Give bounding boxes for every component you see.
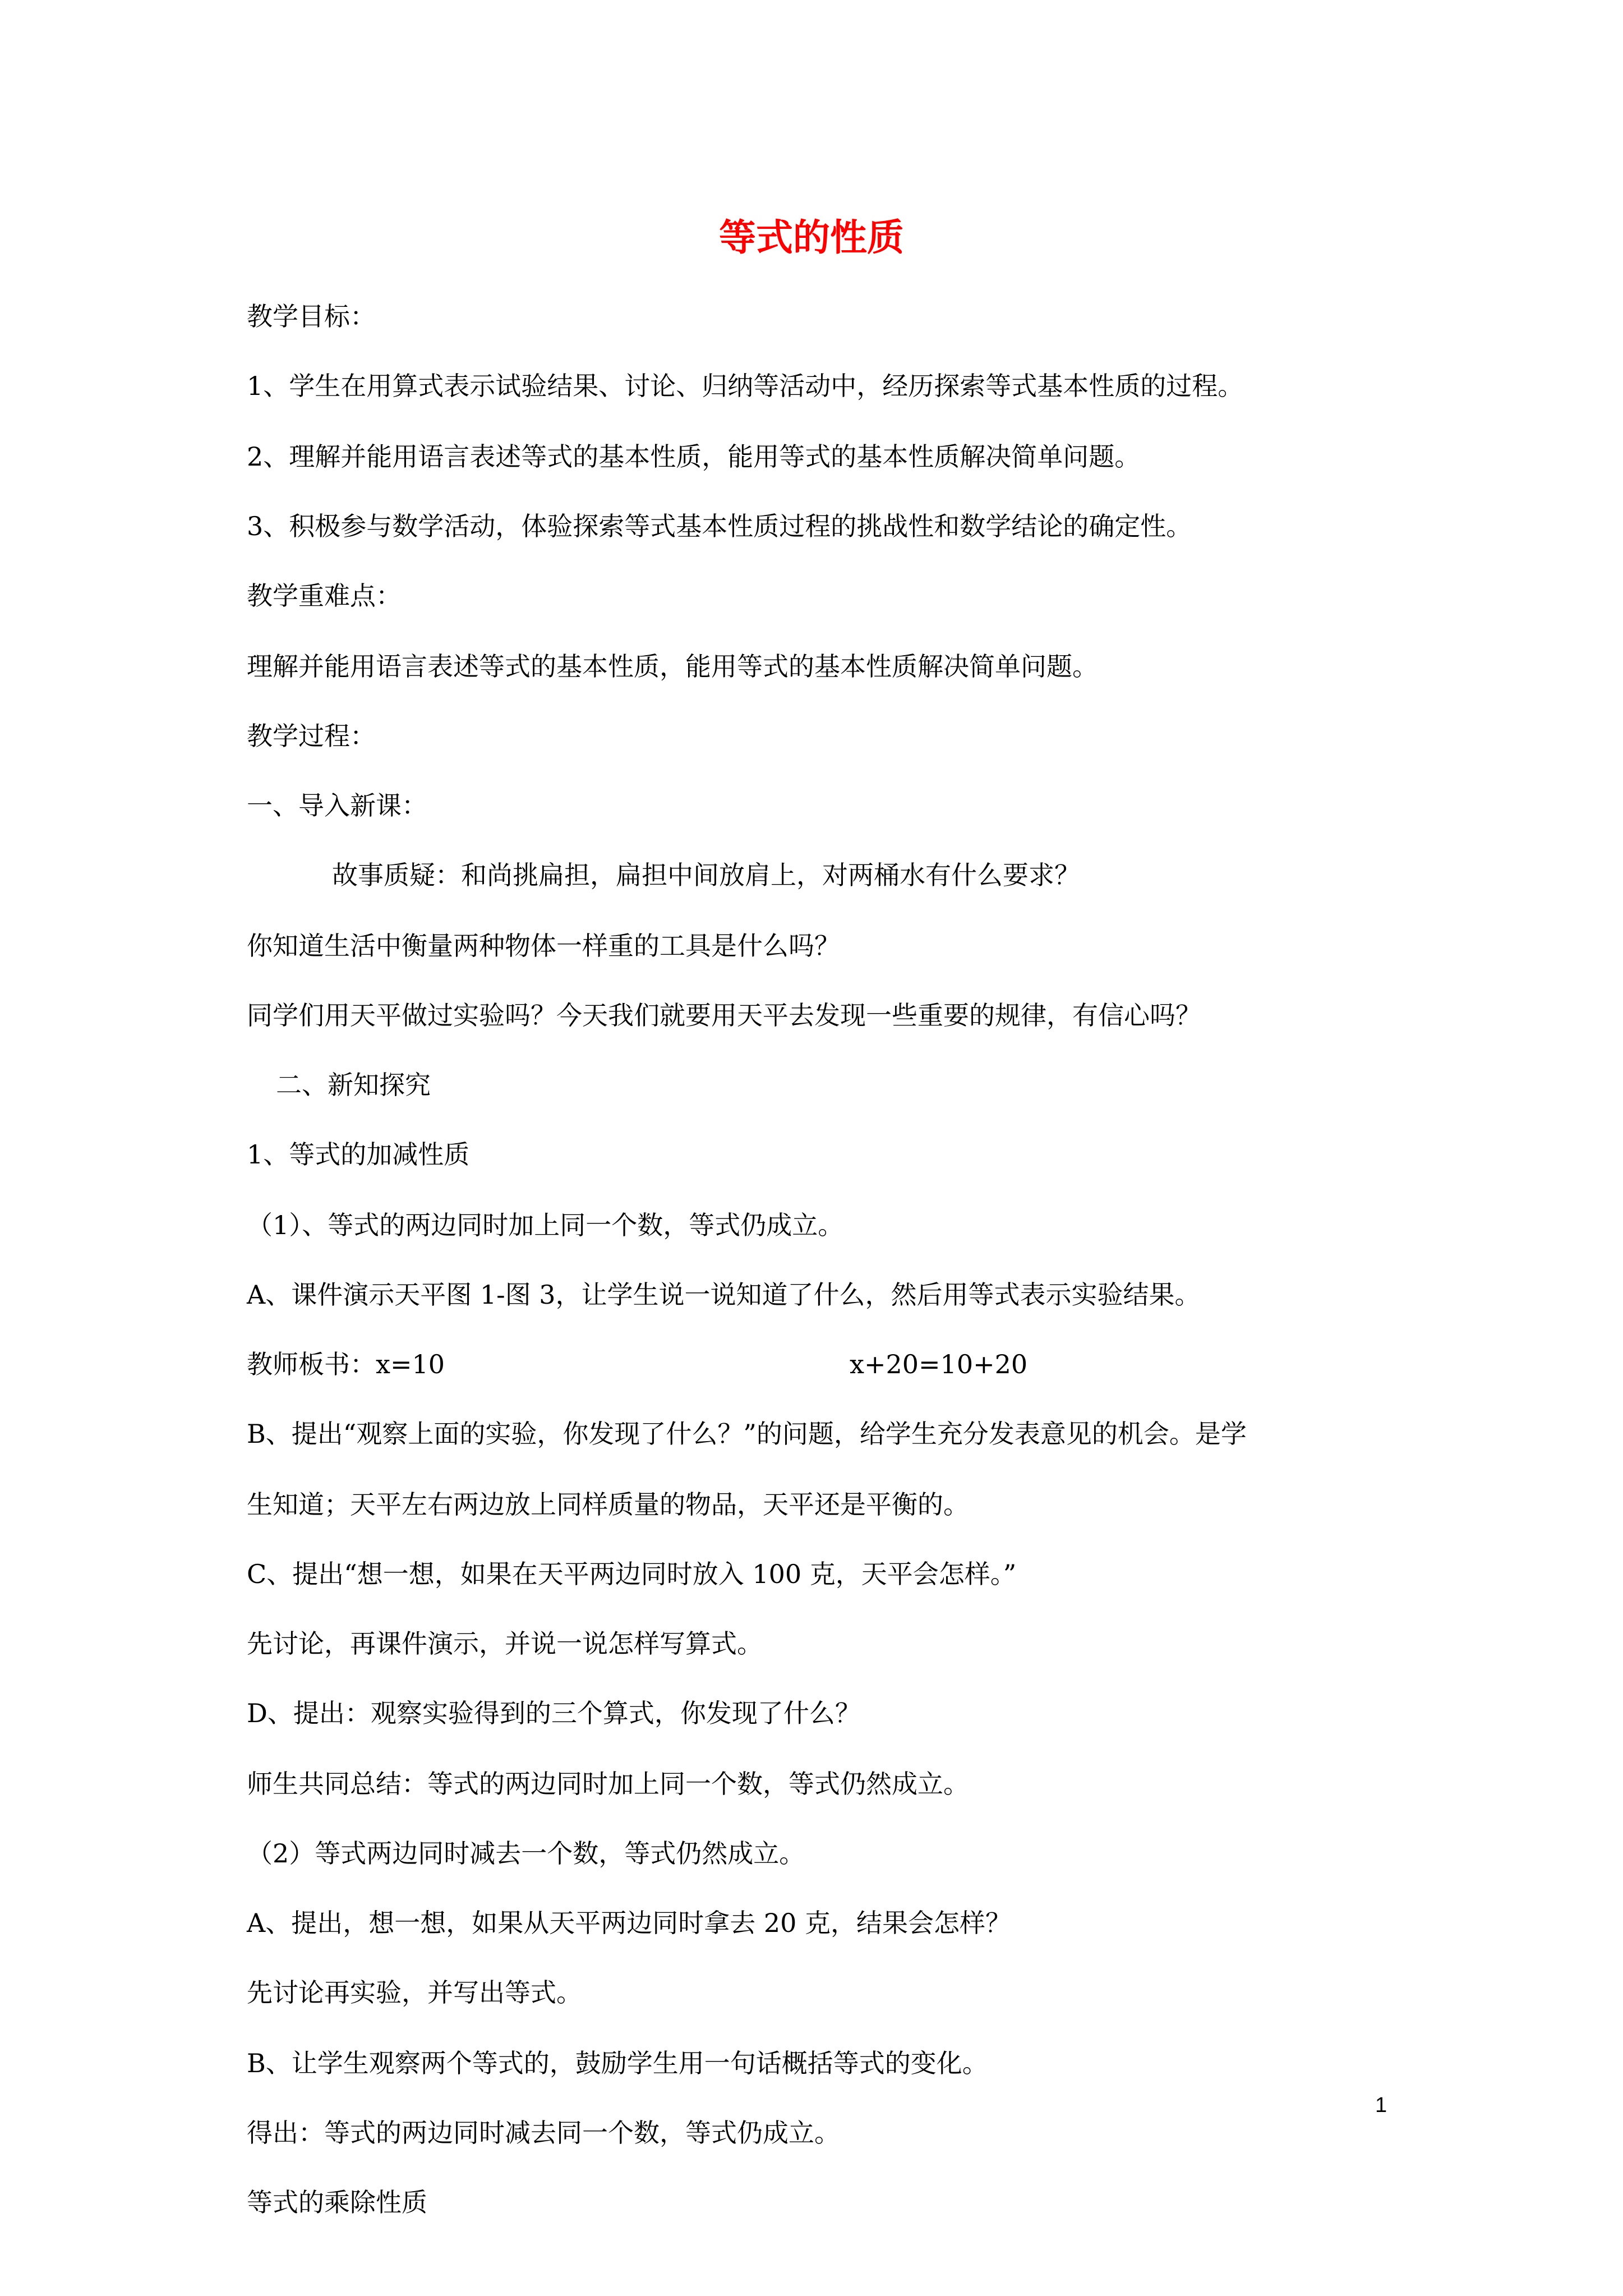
board-writing-formula-left: 教师板书：x=10 [247,1349,445,1379]
paragraph-line: A、课件演示天平图 1-图 3，让学生说一说知道了什么，然后用等式表示实验结果。 [247,1280,1201,1310]
board-writing-formula-right: x+20=10+20 [850,1349,1028,1379]
paragraph-line: （1）、等式的两边同时加上同一个数，等式仍成立。 [247,1210,844,1240]
objective-item-3: 3、积极参与数学活动，体验探索等式基本性质过程的挑战性和数学结论的确定性。 [247,511,1192,541]
section-heading-key-points: 教学重难点： [247,581,402,611]
paragraph-line: 先讨论，再课件演示，并说一说怎样写算式。 [247,1628,763,1659]
paragraph-line: 同学们用天平做过实验吗？今天我们就要用天平去发现一些重要的规律，有信心吗？ [247,1000,1201,1030]
paragraph-line: B、让学生观察两个等式的，鼓励学生用一句话概括等式的变化。 [247,2048,988,2078]
paragraph-line: 师生共同总结：等式的两边同时加上同一个数，等式仍然成立。 [247,1769,969,1799]
subsection-heading-multiply-divide: 等式的乘除性质 [247,2187,427,2217]
page-number: 1 [1375,2093,1387,2117]
paragraph-line: 生知道；天平左右两边放上同样质量的物品，天平还是平衡的。 [247,1489,969,1520]
section-heading-objectives: 教学目标： [247,301,376,332]
paragraph-line: 得出：等式的两边同时减去同一个数，等式仍成立。 [247,2118,840,2148]
paragraph-line: （2）等式两边同时减去一个数，等式仍然成立。 [247,1838,805,1869]
paragraph-line: D、提出：观察实验得到的三个算式，你发现了什么？ [247,1698,861,1728]
paragraph-line: 先讨论再实验，并写出等式。 [247,1977,582,2008]
board-writing-line [247,1346,1028,1382]
objective-item-2: 2、理解并能用语言表述等式的基本性质，能用等式的基本性质解决简单问题。 [247,441,1141,472]
objective-item-1: 1、学生在用算式表示试验结果、讨论、归纳等活动中，经历探索等式基本性质的过程。 [247,371,1244,401]
subsection-heading-intro: 一、导入新课： [247,790,427,821]
paragraph-line: C、提出“想一想，如果在天平两边同时放入 100 克，天平会怎样。” [247,1559,1017,1589]
paragraph-line: A、提出，想一想，如果从天平两边同时拿去 20 克，结果会怎样？ [247,1908,1011,1938]
section-heading-process: 教学过程： [247,721,376,751]
paragraph-line: 你知道生活中衡量两种物体一样重的工具是什么吗？ [247,931,840,961]
subsection-heading-add-subtract: 1、等式的加减性质 [247,1139,470,1170]
subsection-heading-explore: 二、新知探究 [276,1070,431,1100]
key-points-text: 理解并能用语言表述等式的基本性质，能用等式的基本性质解决简单问题。 [247,651,1098,682]
paragraph-line: B、提出“观察上面的实验，你发现了什么？”的问题，给学生充分发表意见的机会。是学 [247,1419,1247,1449]
paragraph-line: 故事质疑：和尚挑扁担，扁担中间放肩上，对两桶水有什么要求？ [332,860,1080,890]
page-title: 等式的性质 [719,215,904,259]
